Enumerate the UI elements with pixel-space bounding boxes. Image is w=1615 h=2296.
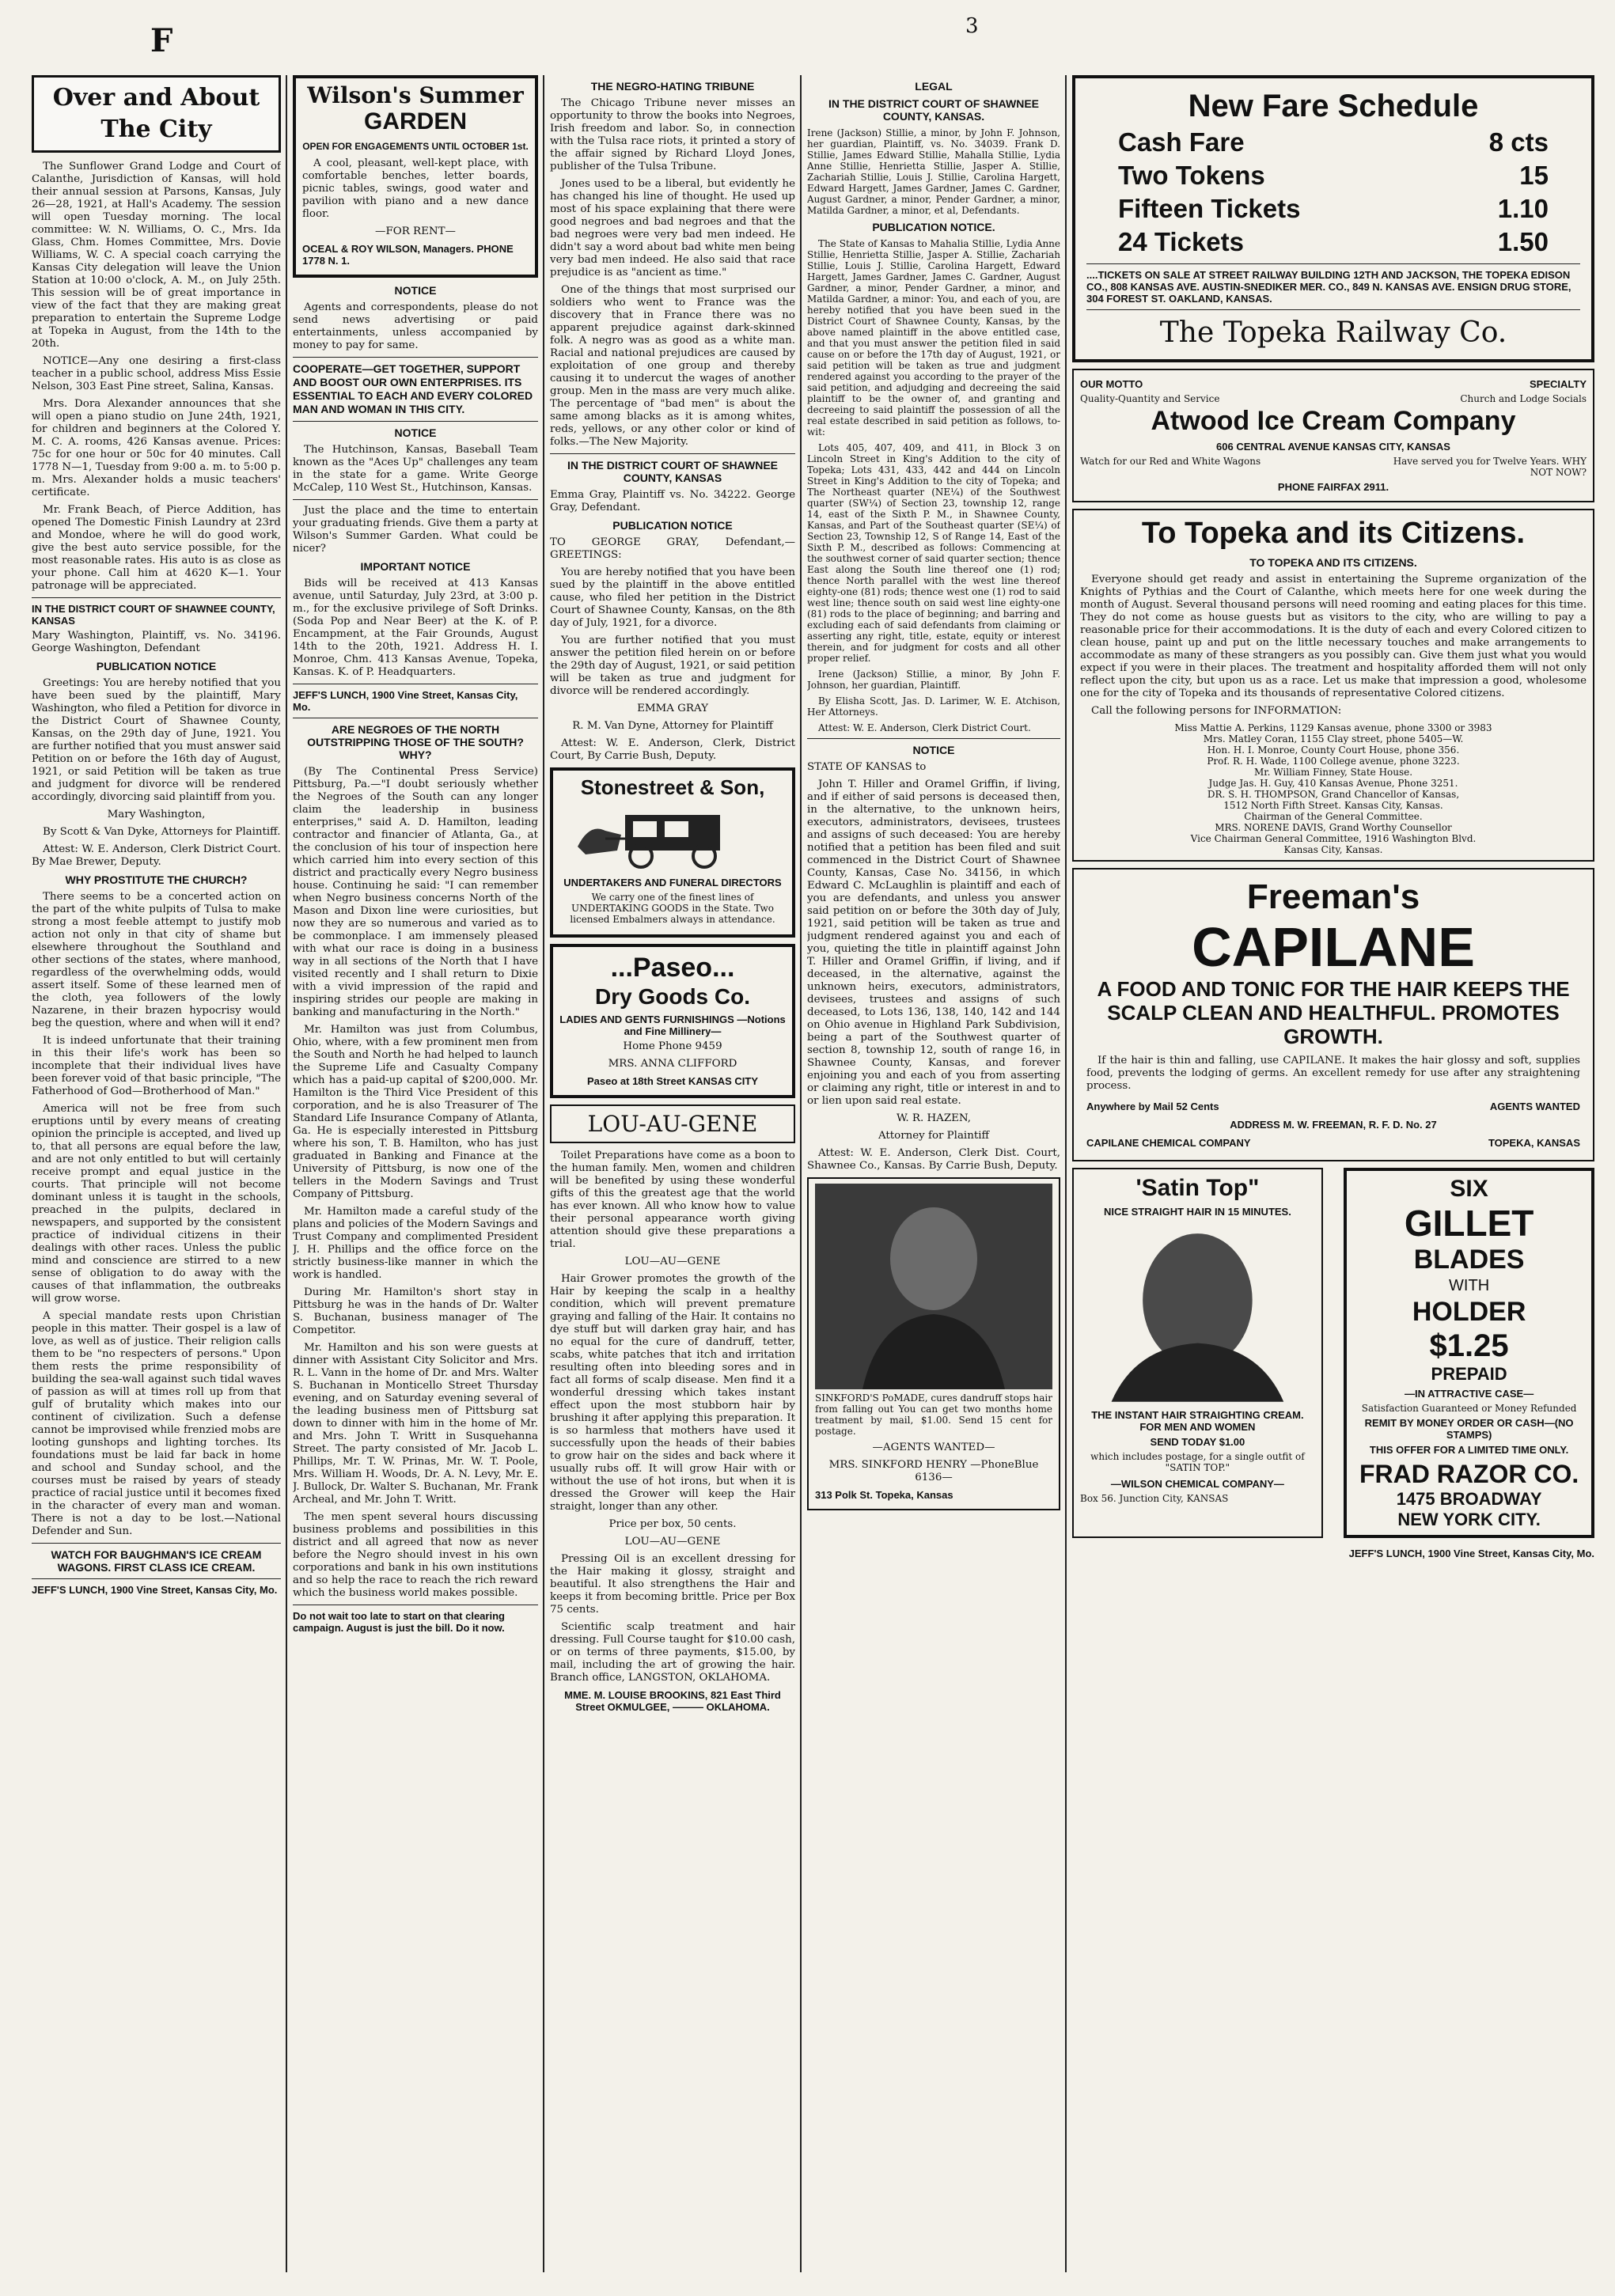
sinkford-text: SINKFORD'S PoMADE, cures dandruff stops hair from falling out You can get two months home treatment by mail, $1.00. Send 15 cent for postage.: [815, 1392, 1052, 1437]
paseo-title: ...Paseo...: [610, 953, 735, 983]
signature: W. R. HAZEN,: [896, 1112, 972, 1124]
attest: Attest: W. E. Anderson, Clerk District Court.: [818, 722, 1031, 733]
capilane-title: CAPILANE: [1192, 916, 1475, 978]
capilane-tagline: A FOOD AND TONIC FOR THE HAIR KEEPS THE SCALP CLEAN AND HEALTHFUL. PROMOTES GROWTH.: [1097, 977, 1570, 1048]
contact-line: Prof. R. H. Wade, 1100 College avenue, phone 3223.: [1207, 756, 1460, 767]
satin-title: 'Satin Top": [1135, 1175, 1260, 1201]
folio-mark: F: [150, 22, 173, 59]
stonestreet-body: We carry one of the finest lines of UNDERTAKING GOODS in the State. Two licensed Embalmers always in attendance.: [570, 892, 775, 925]
signature: By Scott & Van Dyke, Attorneys for Plaintiff.: [43, 826, 281, 838]
hearse-illustration: [559, 799, 786, 870]
capilane-address: ADDRESS M. W. FREEMAN, R. F. D. No. 27: [1230, 1119, 1437, 1131]
stonestreet-sub: UNDERTAKERS AND FUNERAL DIRECTORS: [563, 877, 782, 888]
contact-line: Mrs. Matley Coran, 1155 Clay street, phone 5405—W.: [1203, 733, 1464, 744]
fare-title: New Fare Schedule: [1188, 89, 1479, 123]
signature: EMMA GRAY: [637, 703, 708, 714]
article-heading: ARE NEGROES OF THE NORTH OUTSTRIPPING THOSE OF THE SOUTH? WHY?: [307, 723, 524, 761]
attest: Attest: W. E. Anderson, Clerk District Court. By Mae Brewer, Deputy.: [32, 843, 281, 868]
fare-sale-locations: ....TICKETS ON SALE AT STREET RAILWAY BUILDING 12TH AND JACKSON, THE TOPEKA EDISON CO., 808 KANSAS AVE. AUSTIN-SNEDIKER MER. CO., 849 N. KANSAS AVE. ENSIGN DRUG STORE, 304 FOREST ST. OAKLAND, KANSAS.: [1086, 269, 1571, 305]
ad-text: Scientific scalp treatment and hair dressing. Full Course taught for $10.00 cash, or on terms of three payments, $15.00, by mail, including the art of growing the hair. Branch office, LANGSTON, OKLAHOMA.: [550, 1621, 795, 1684]
capilane-agents: AGENTS WANTED: [1489, 1101, 1580, 1112]
attest: Attest: W. E. Anderson, Clerk Dist. Court, Shawnee Co., Kansas. By Carrie Bush, Deputy.: [807, 1147, 1060, 1172]
citizens-body: Everyone should get ready and assist in entertaining the Supreme organization of the Knights of Pythias and the Court of Calanthe, which meets here for one week during the month of August. Several thousand persons will need rooming and eating places for this time. They do not come as house guests but as visitors to the city, who are willing to pay a reasonable price for their accommodations. It is the duty of each and every Colored citizen to clean house, paint up and put on the little necessary touches and make arrangements to accommodate as many of these strangers as you possibly can. Give them just what you would expect if you were in their places. The treatment and hospitality afforded them will not only reflect upon the city, but upon us as a race. Let us make that impression a good, wholesome one for the city of Topeka and its thousands of representative Colored citizens.: [1080, 574, 1587, 699]
capilane-city: TOPEKA, KANSAS: [1488, 1137, 1580, 1149]
gillet-company: FRAD RAZOR CO.: [1359, 1460, 1579, 1488]
gillet-city: NEW YORK CITY.: [1397, 1510, 1541, 1529]
ad-text: Hair Grower promotes the growth of the Hair by keeping the scalp in a healthy condition, which will prevent premature graying and falling of the Hair. It contains no dye stuff but will darken gray hair, and has no equal for the cure of dandruff, tetter, scabs, white patches that itch and irritation resulting often into bleeding sores and in fact all forms of scalp disease. Men find it a wonderful dressing which takes instant effect upon the most stubborn hair by brushing it after applying this preparation. It is so harmless that mothers have used it successfully upon the heads of their babies to grow hair on the sides and back where it usually rubs off. It will grow Hair with or without the use of hot irons, but when it is dressed the Grower will keep the Hair straight, longer than any other.: [550, 1273, 795, 1513]
gillet-six: SIX: [1450, 1176, 1488, 1202]
article-paragraph: There seems to be a concerted action on the part of the white pulpits of Tulsa to make strong a most feeble attempt to justify mob action not only in that city of shame but elsewhere throughout the Southland and other sections of the states, where manhood, regardless of the overwhelming odds, would assert itself. Some of these learned men of the cloth, yea followers of the lowly Nazarene, in their brazen hypocrisy would beg the question, where and when will it end?: [32, 891, 281, 1029]
jeffs-lunch-ad: JEFF'S LUNCH, 1900 Vine Street, Kansas City, Mo.: [1348, 1548, 1594, 1559]
wilson-managers: OCEAL & ROY WILSON, Managers. PHONE 1778 N. 1.: [302, 243, 514, 267]
ad-subhead: LOU—AU—GENE: [624, 1256, 721, 1267]
contact-line: Mr. William Finney, State House.: [1253, 767, 1413, 778]
contact-line: Kansas City, Kansas.: [1283, 844, 1383, 855]
jeffs-lunch-ad: JEFF'S LUNCH, 1900 Vine Street, Kansas City, Mo.: [32, 1584, 278, 1596]
contact-line: Judge Jas. H. Guy, 410 Kansas Avenue, Phone 3251.: [1208, 778, 1458, 789]
notice-heading: PUBLICATION NOTICE: [612, 519, 733, 532]
freeman-name: Freeman's: [1246, 877, 1420, 916]
sinkford-address: 313 Polk St. Topeka, Kansas: [815, 1489, 953, 1501]
column-3: [550, 75, 795, 2280]
legal-text: The State of Kansas to Mahalia Stillie, Lydia Anne Stillie, Henrietta Stillie, Jasper A. Stillie, Zachariah Stillie, Louis J. Stillie, Carolina Hargett, Edward Hargett, James Gardner, James C. Gardner, August Gardner, a minor, Pender Gardner, a minor, and Matilda Gardner, a minor: You, and each of you, are hereby notified that you have been sued in the District Court of Shawnee County, Kansas, by the above named plaintiff in the above entitled case, and that you must answer the petition filed in said cause on or before the 17th day of August, 1921, or said petition will be taken as true and judgment rendered against you according to the prayer of the said petition, and adjudging and decreeing the said plaintiff to be the owner of, and granting and decreeing to said plaintiff the possession of all the real estate described in said petition as follows, to-wit:: [807, 238, 1060, 438]
fare-row: [1086, 192, 1580, 225]
gillet-title: GILLET: [1404, 1203, 1534, 1244]
article-paragraph: (By The Continental Press Service) Pittsburg, Pa.—"I doubt seriously whether the Negroes of the South can any longer claim the leadership in business enterprises," said A. D. Hamilton, leading contractor and financier of Atlanta, Ga., at the conclusion of his tour of inspection here which carried him into every section of this district and practically every Negro business house. Continuing he said: "I can remember when Negro business concerns North of the Mason and Dixon line were curiosities, but now they are so numerous and varied as to be commonplace. I am immensely pleased with what our race is doing in a business way in all sections of the North that I have visited recently and I shall return to Dixie with a vivid impression of the rapid and inspiring strides our people are making in banking and manufacturing in the North.": [293, 766, 538, 1018]
notice-heading: PUBLICATION NOTICE: [96, 660, 217, 673]
notice-text: Agents and correspondents, please do not send news advertising or paid entertainments, unless accompanied by money to pay for same.: [293, 301, 538, 351]
fare-list: [1086, 126, 1580, 259]
column-rule: [800, 75, 802, 2272]
court-title: IN THE DISTRICT COURT OF SHAWNEE COUNTY, KANSAS: [567, 459, 778, 484]
paseo-address: Paseo at 18th Street KANSAS CITY: [586, 1075, 758, 1087]
gillet-holder: HOLDER: [1412, 1297, 1526, 1327]
atwood-ad: [1072, 369, 1594, 502]
signature: By Elisha Scott, Jas. D. Larimer, W. E. Atchison, Her Attorneys.: [807, 695, 1060, 718]
citizens-contact-list: [1080, 722, 1587, 855]
paseo-owner: MRS. ANNA CLIFFORD: [608, 1058, 737, 1070]
banner-title: Over and About The City: [52, 84, 260, 143]
fare-label: Two Tokens: [1118, 161, 1265, 190]
notice-addressee: STATE OF KANSAS to: [807, 761, 927, 773]
fare-label: Cash Fare: [1118, 127, 1245, 157]
atwood-motto-text: Quality-Quantity and Service: [1080, 393, 1220, 404]
ad-subhead: LOU—AU—GENE: [624, 1536, 721, 1548]
sinkford-name: MRS. SINKFORD HENRY —PhoneBlue 6136—: [828, 1459, 1039, 1483]
gillet-street: 1475 BROADWAY: [1396, 1489, 1542, 1509]
article-paragraph: Mrs. Dora Alexander announces that she will open a piano studio on June 24th, 1921, for children and beginners at the Colored Y. M. C. A. rooms, 426 Kansas avenue. Prices: 75c for one hour or 50c for 40 minutes. Call 1778 N—1, Tuesday from 9:00 a. m. to 5:00 p. m. Mrs. Alexander holds a music teachers' certificate.: [32, 398, 281, 498]
atwood-motto: OUR MOTTO: [1080, 378, 1143, 390]
legal-text: Lots 405, 407, 409, and 411, in Block 3 on Lincoln Street in King's Addition to the city of Topeka; Lots 431, 433, 442 and 444 on Lincoln Street in King's Addition to the city of Topeka; and The Northeast quarter (NE¼) of the Southwest quarter (SW¼) of Section 23, township 12, range 14, east of the Sixth P. M., in Shawnee County, Kansas, and Part of the Southeast quarter (SE¼) of Section 23, Township 12, S of Range 14, East of the Sixth P. M., described as follows: Commencing at the southwest corner of said quarter section; thence East along the South line thereof one (1) rod; thence North parallel with the west line thereof eighty-one (81) rods; thence west one (1) rod to said west line; thence south on said west line eighty-one (81) rods to the place of beginning; and barring and excluding each of said defendants from claiming or asserting any right, title, estate, equity or interest therein, and for judgment for costs and all other proper relief.: [807, 442, 1060, 664]
attest: Attest: W. E. Anderson, Clerk, District Court, By Carrie Bush, Deputy.: [550, 737, 795, 762]
cooperate-notice: COOPERATE—GET TOGETHER, SUPPORT AND BOOST OUR OWN ENTERPRISES. ITS ESSENTIAL TO EACH AND EVERY COLORED MAN AND WOMAN IN THIS CITY.: [293, 362, 533, 415]
lou-au-gene-logo: [550, 1104, 795, 1143]
gillet-guarantee: Satisfaction Guaranteed or Money Refunded: [1361, 1403, 1577, 1414]
capilane-company: CAPILANE CHEMICAL COMPANY: [1086, 1137, 1251, 1149]
article-paragraph: NOTICE—Any one desiring a first-class teacher in a public school, address Miss Essie Nelson, 303 East Pine street, Salina, Kansas.: [32, 355, 281, 392]
court-title: IN THE DISTRICT COURT OF SHAWNEE COUNTY, KANSAS.: [828, 97, 1039, 123]
fare-price: 1.10: [1497, 194, 1549, 223]
sinkford-agents: —AGENTS WANTED—: [872, 1442, 995, 1453]
fare-label: Fifteen Tickets: [1118, 194, 1301, 223]
capilane-mail: Anywhere by Mail 52 Cents: [1086, 1101, 1219, 1112]
case-parties: Mary Washington, Plaintiff, vs. No. 34196. George Washington, Defendant: [32, 630, 281, 654]
section-heading: LEGAL: [915, 80, 953, 93]
sinkford-ad: [807, 1177, 1060, 1510]
column-1: [32, 75, 281, 2280]
fare-row: [1086, 126, 1580, 159]
gillet-with: WITH: [1449, 1277, 1490, 1294]
signature: Mary Washington,: [107, 809, 206, 820]
legal-text: You are further notified that you must answer the petition filed herein on or before the 29th day of August, 1921, or said petition will be taken as true and judgment for divorce will be rendered accordingly.: [550, 635, 795, 697]
capilane-ad: [1072, 868, 1594, 1161]
wilson-title: Wilson's Summer: [307, 82, 524, 108]
court-title: IN THE DISTRICT COURT OF SHAWNEE COUNTY, KANSAS: [32, 603, 275, 627]
notice-heading: NOTICE: [912, 744, 955, 756]
jeffs-lunch-ad: JEFF'S LUNCH, 1900 Vine Street, Kansas City, Mo.: [293, 689, 518, 713]
stonestreet-title: Stonestreet & Son,: [580, 775, 765, 799]
contact-line: Hon. H. I. Monroe, County Court House, phone 356.: [1207, 744, 1460, 756]
case-parties: Emma Gray, Plaintiff vs. No. 34222. George Gray, Defendant.: [550, 489, 795, 513]
paseo-line: LADIES AND GENTS FURNISHINGS —Notions and Fine Millinery—: [559, 1013, 786, 1037]
contact-line: Miss Mattie A. Perkins, 1129 Kansas avenue, phone 3300 or 3983: [1174, 722, 1492, 733]
fare-schedule-ad: [1072, 75, 1594, 362]
wilson-title-2: GARDEN: [363, 108, 467, 135]
over-and-about-banner: [32, 75, 281, 153]
contact-line: Vice Chairman General Committee, 1916 Washington Blvd.: [1190, 833, 1477, 844]
article-paragraph: Jones used to be a liberal, but evidently he has changed his line of thought. He used up most of his space explaining that there were good negroes and bad negroes and that the bad negroes were very bad men indeed. He didn't say a word about bad white men being very bad men indeed. He also said that race prejudice is as "ancient as time.": [550, 178, 795, 278]
citizens-subtitle: TO TOPEKA AND ITS CITIZENS.: [1249, 556, 1417, 569]
article-paragraph: Mr. Hamilton made a careful study of the plans and policies of the Modern Savings and Trust Company and complimented President J. H. Phillips and the office force on the strictly business-like manner in which the work is handled.: [293, 1206, 538, 1281]
fare-price: 1.50: [1497, 227, 1549, 256]
gillet-blades: BLADES: [1413, 1245, 1525, 1275]
fare-price: 8 cts: [1488, 127, 1549, 157]
gillet-offer: THIS OFFER FOR A LIMITED TIME ONLY.: [1369, 1444, 1569, 1456]
article-paragraph: The Sunflower Grand Lodge and Court of Calanthe, Jurisdiction of Kansas, will hold their annual session at Parsons, Kansas, July 26—28, 1921, at Hall's Academy. The session will open Tuesday morning. The local committee: W. N. Williams, O. C., Mrs. Ida Glass, Chm. Homes Committee, Mrs. Dovie Williams, W. C. A special coach carrying the Kansas City delegation will leave the Union Station at 10:00 o'clock, A. M., on July 25th. This session will be of great importance in view of the fact that they are making great preparation to entertain the Supreme Lodge at Topeka in August, from the 14th to the 20th.: [32, 161, 281, 350]
fare-label: 24 Tickets: [1118, 227, 1245, 256]
contact-line: 1512 North Fifth Street. Kansas City, Kansas.: [1223, 800, 1443, 811]
article-paragraph: The men spent several hours discussing business problems and possibilities in this district and all agreed that now as never before the Negro should invest in his own corporations and bank in his own institutions and so help the race to reach the rich reward which the business world makes possible.: [293, 1511, 538, 1599]
column-4: [807, 75, 1060, 2280]
stonestreet-ad: [550, 767, 795, 938]
atwood-specialty-text: Church and Lodge Socials: [1460, 393, 1587, 404]
atwood-name: Atwood Ice Cream Company: [1151, 406, 1516, 436]
article-paragraph: One of the things that most surprised our soldiers who went to France was the discovery that in France there was no apparent prejudice against dark-skinned folk. A negro was as good as a white man. Racial and national prejudices are caused by exploitation of one group and thereby causing it to undercut the wages of another group. Men in the mass are very much alike. The percentage of "bad men" is about the same among blacks as it is among whites, reds, yellows, or any other color or kind of folks.—The New Majority.: [550, 284, 795, 448]
masthead: [32, 14, 1599, 70]
gillet-ad: [1344, 1168, 1594, 1538]
signature: R. M. Van Dyne, Attorney for Plaintiff: [572, 720, 773, 732]
wilson-rent: —FOR RENT—: [375, 225, 456, 237]
fare-row: [1086, 159, 1580, 192]
article-paragraph: It is indeed unfortunate that their training in this their life's work has been so incomplete that their individual lives have been forever void of that basic principle, "The Fatherhood of God—Brotherhood of Man.": [32, 1035, 281, 1097]
legal-text: Greetings: You are hereby notified that you have been sued by the plaintiff, Mary Washington, who filed a Petition for divorce in the District Court of Shawnee County, Kansas, on the 29th day of June, 1921. You are further notified that you must answer said Petition on or before the 16th day of August, 1921, or said Petition will be taken as true and judgment for divorce will be rendered accordingly, divorcing said plaintiff from you.: [32, 677, 281, 803]
contact-line: Chairman of the General Committee.: [1244, 811, 1423, 822]
article-paragraph: The Chicago Tribune never misses an opportunity to throw the books into Negroes, Irish freedom and labor. So, in connection with the Tulsa race riots, it printed a story of the affair signed by Richard Lloyd Jones, publisher of the Tulsa Tribune.: [550, 97, 795, 172]
brookins-address: MME. M. LOUISE BROOKINS, 821 East Third Street OKMULGEE, ——— OKLAHOMA.: [564, 1689, 781, 1713]
portrait-photo: [815, 1184, 1052, 1389]
column-rule: [1065, 75, 1067, 2272]
paseo-title-2: Dry Goods Co.: [594, 984, 750, 1009]
article-paragraph: A special mandate rests upon Christian people in this matter. Their gospel is a law of love, as well as of justice. Their religion calls them to be "no respecters of persons." Upon them rests the prime responsibility of building the sea-wall against such tidal waves of passion as will at times roll up from that gulf of brutality which makes into our continent of civilization. Such a defense cannot be improvised while frenzied mobs are looting gunshops and lighting torches. Its foundations must be laid far back in home and school and Sunday school, and the courses must be raised by years of steady practice of racial justice until it becomes fixed in the character of every man and woman. There is not a day to be lost.—National Defender and Sun.: [32, 1310, 281, 1537]
citizens-call: Call the following persons for INFORMATION:: [1091, 705, 1342, 717]
satin-top-ad: [1072, 1168, 1323, 1538]
contact-line: MRS. NORENE DAVIS, Grand Worthy Counsellor: [1215, 822, 1452, 833]
wilson-desc: A cool, pleasant, well-kept place, with comfortable benches, letter boards, picnic tables, swings, good water and pavilion with piano and a new dance floor.: [302, 157, 529, 220]
atwood-address: 606 CENTRAL AVENUE KANSAS CITY, KANSAS: [1216, 441, 1450, 453]
satin-company: —WILSON CHEMICAL COMPANY—: [1110, 1478, 1284, 1490]
article-paragraph: America will not be free from such eruptions until by every means of creating opinion the principle is accepted, and lived up to, that all persons are equal before the law, and are not only entitled to but will certainly receive prompt and equal justice in the courts. That principle will not become dominant unless it is taught in the schools, preached in the pulpits, declared in newspapers, and supported by the consistent practice of individual citizens in their dealings with other races. Unless the public mind and conscience are stirred to a new sense of obligation to do away with the causes of that inflammation, the outbreaks will grow worse.: [32, 1103, 281, 1305]
notice-heading: PUBLICATION NOTICE.: [872, 221, 995, 233]
atwood-phone: PHONE FAIRFAX 2911.: [1277, 481, 1389, 493]
notice-text: Bids will be received at 413 Kansas avenue, until Saturday, July 23rd, at 3:00 p. m., for the exclusive privilege of Soft Drinks. (Soda Pop and Near Beer) at the K. of P. Encampment, at the Fair Grounds, August 14th to the 20th, 1921. Address H. I. Monroe, Chm. 413 Kansas Avenue, Topeka, Kansas. K. of P. Headquarters.: [293, 578, 538, 678]
greeting: TO GEORGE GRAY, Defendant,—GREETINGS:: [550, 536, 795, 561]
gillet-case: —IN ATTRACTIVE CASE—: [1404, 1388, 1534, 1400]
notice-text: The Hutchinson, Kansas, Baseball Team known as the "Aces Up" challenges any team in the state for a game. Write George McCalep, 110 West St., Hutchinson, Kansas.: [293, 444, 538, 494]
article-heading: THE NEGRO-HATING TRIBUNE: [590, 80, 755, 93]
railway-name: The Topeka Railway Co.: [1159, 316, 1507, 349]
baughman-ad: WATCH FOR BAUGHMAN'S ICE CREAM WAGONS. FIRST CLASS ICE CREAM.: [51, 1548, 262, 1574]
satin-postage: which includes postage, for a single outfit of "SATIN TOP.": [1090, 1451, 1305, 1473]
legal-text: You are hereby notified that you have been sued by the plaintiff in the above entitled cause, who filed her petition in the District Court of Shawnee County, Kansas, on the 8th day of July, 1921, for a divorce.: [550, 566, 795, 629]
garden-promo: Just the place and the time to entertain your graduating friends. Give them a party at Wilson's Summer Garden. What could be nicer?: [293, 505, 538, 555]
portrait-photo: [1080, 1221, 1315, 1403]
editorial-heading: WHY PROSTITUTE THE CHURCH?: [65, 873, 248, 886]
article-paragraph: Mr. Hamilton was just from Columbus, Ohio, where, with a few prominent men from the South and North he had helped to launch the Supreme Life and Casualty Company which has a paid-up capital of $200,000. Mr. Hamilton is the Third Vice President of this corporation, and he is also Treasurer of The Standard Life Insurance Company of Atlanta, Ga. He is especially interested in Pittsburg where his son, T. B. Hamilton, who has just graduated in Banking and Finance at the University of Pittsburg, is now one of the tellers in the Modern Savings and Trust Company of Pittsburg.: [293, 1024, 538, 1200]
gillet-prepaid: PREPAID: [1431, 1364, 1507, 1384]
wilson-open: OPEN FOR ENGAGEMENTS UNTIL OCTOBER 1st.: [302, 141, 529, 152]
atwood-specialty: SPECIALTY: [1530, 378, 1587, 390]
article-paragraph: Mr. Hamilton and his son were guests at dinner with Assistant City Solicitor and Mrs. R. L. Vann in the home of Dr. and Mrs. Walter S. Buchanan in Monticello Street Thursday evening, and on Saturday evening several of the leading business men of Pittsburg sat down to dinner with him in the home of Mr. and Mrs. John T. Writt in Susquehanna Street. The party consisted of Mr. Jacob L. Phillips, Mr. T. W. Prinas, Mr. W. T. Poole, Mrs. William H. Woods, Dr. A. N. Levy, Mr. E. J. Bullock, Dr. Walter S. Buchanan, Mr. Frank Archeal, and Mr. John T. Writt.: [293, 1342, 538, 1506]
ad-text: Toilet Preparations have come as a boon to the human family. Men, women and children will be benefited by using these wonderful gifts of this the greatest age that the world has ever known. All who know how to value their personal appearance worth giving attention should give these preparations a trial.: [550, 1150, 795, 1250]
satin-send: SEND TODAY $1.00: [1150, 1436, 1245, 1448]
atwood-wagons: Watch for our Red and White Wagons: [1080, 456, 1261, 467]
article-paragraph: Mr. Frank Beach, of Pierce Addition, has opened The Domestic Finish Laundry at 23rd and Mondoe, where he will do good work, give the best auto service possible, for the most reasonable rates. His auto is as close as your phone. Call him at 4620 K—1. Your patronage will be appreciated.: [32, 504, 281, 592]
fare-row: [1086, 225, 1580, 259]
notice-heading: NOTICE: [394, 284, 437, 297]
column-2: [293, 75, 538, 2280]
notice-heading: NOTICE: [394, 426, 437, 439]
signature: Attorney for Plaintiff: [878, 1130, 990, 1142]
capilane-body: If the hair is thin and falling, use CAPILANE. It makes the hair glossy and soft, supplies food, prevents the lodging of germs. An excellent remedy for use after any straightening process.: [1086, 1055, 1580, 1092]
satin-desc: THE INSTANT HAIR STRAIGHTING CREAM. FOR MEN AND WOMEN: [1091, 1409, 1304, 1433]
satin-address: Box 56. Junction City, KANSAS: [1080, 1493, 1229, 1504]
gillet-price: $1.25: [1429, 1328, 1509, 1363]
clearing-campaign-ad: Do not wait too late to start on that clearing campaign. August is just the bill. Do it now.: [293, 1610, 505, 1634]
legal-text: John T. Hiller and Oramel Griffin, if living, and if either of said persons is deceased then, in the alternative, to the unknown heirs, executors, administrators, devisees, trustees and assigns of such deceased: You are hereby notified that a petition has been filed and suit commenced in the District Court of Shawnee County, Kansas, Case No. 34156, in which Edward C. McLaughlin is plaintiff and each of you are defendants, and unless you answer said petition on or before the 30th day of July, 1921, said petition will be taken as true and judgment rendered against you and each of you, quieting the title in plaintiff against John T. Hiller and Oramel Griffin, if living, and if deceased, in the alternative, against the unknown heirs, executors, administrators, devisees, trustees and assigns of such deceased, to Lots 136, 138, 140, 142 and 144 on Ohio avenue in Highland Park Subdivision, being a part of the Southwest quarter of section 8, township 12, south of range 16, in Shawnee County, Kansas, and forever enjoining you and each of you from asserting or claiming any right, title or interest in and to or lien upon said real estate.: [807, 779, 1060, 1107]
ad-text: Pressing Oil is an excellent dressing for the Hair making it glossy, straight and beautiful. It also strengthens the Hair and keeps it from becoming brittle. Price per Box 75 cents.: [550, 1553, 795, 1616]
gillet-remit: REMIT BY MONEY ORDER OR CASH—(NO STAMPS): [1364, 1417, 1574, 1441]
satin-sub: NICE STRAIGHT HAIR IN 15 MINUTES.: [1103, 1206, 1291, 1218]
column-rule: [543, 75, 544, 2272]
contact-line: DR. S. H. THOMPSON, Grand Chancellor of Kansas,: [1207, 789, 1460, 800]
bottom-ads: [1072, 1168, 1594, 1544]
fare-price: 15: [1519, 161, 1549, 190]
ad-price: Price per box, 50 cents.: [608, 1518, 737, 1530]
column-rule: [286, 75, 287, 2272]
wilson-garden-ad: [293, 75, 538, 278]
atwood-years: Have served you for Twelve Years. WHY NOT NOW?: [1393, 456, 1587, 478]
column-5: [1072, 75, 1594, 2280]
article-paragraph: During Mr. Hamilton's short stay in Pittsburg he was in the hands of Dr. Walter S. Buchanan, business manager of The Competitor.: [293, 1286, 538, 1336]
citizens-title: To Topeka and its Citizens.: [1141, 517, 1526, 550]
page-number: 3: [965, 14, 979, 38]
important-notice-heading: IMPORTANT NOTICE: [360, 560, 471, 573]
paseo-ad: [550, 944, 795, 1098]
citizens-notice: [1072, 509, 1594, 862]
paseo-phone: Home Phone 9459: [623, 1040, 722, 1052]
signature: Irene (Jackson) Stillie, a minor, By John F. Johnson, her guardian, Plaintiff.: [807, 669, 1060, 691]
case-parties: Irene (Jackson) Stillie, a minor, by John F. Johnson, her guardian, Plaintiff, vs. No. 34039. Frank D. Stillie, James Edward Stillie, Mahalla Stillie, Lydia Anne Stillie, Henrietta Stillie, Jasper A. Stillie, Zachariah Stillie, Louis J. Stillie, Carolina Hargett, Edward Hargett, James Gardner, James C. Gardner, August Gardner, a minor, Pender Gardner, a minor, Matilda Gardner, a minor, et al, Defendants.: [807, 127, 1060, 216]
lou-au-gene-wordmark: LOU-AU-GENE: [587, 1111, 758, 1137]
